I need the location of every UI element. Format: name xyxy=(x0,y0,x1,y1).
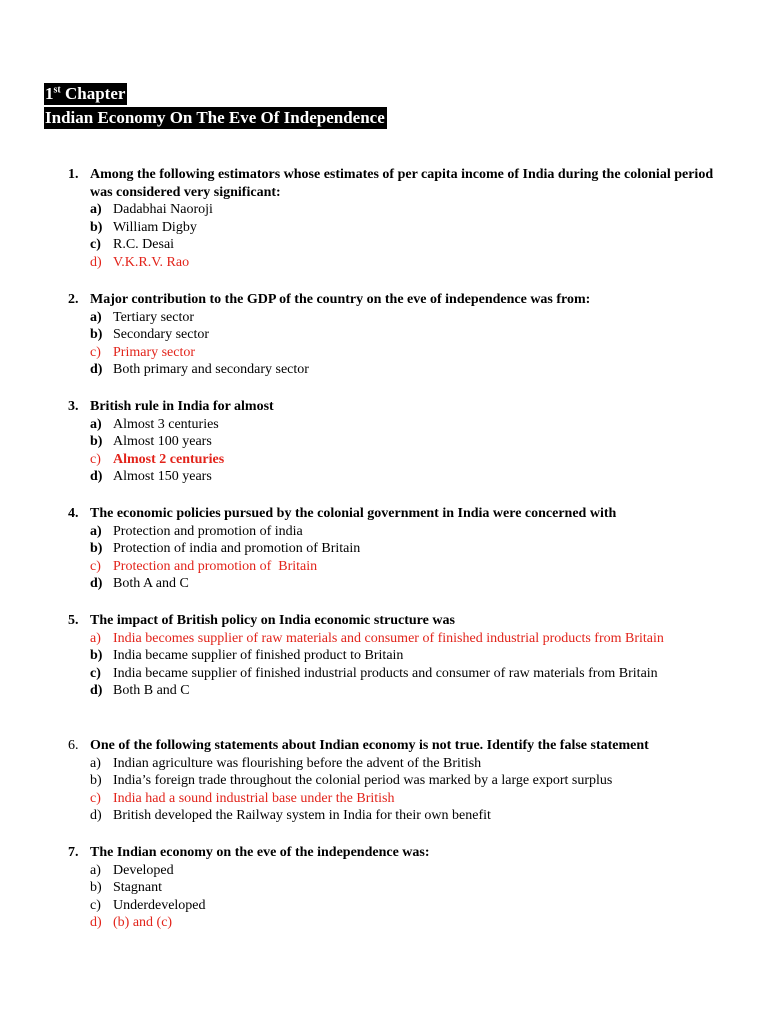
option-letter: a) xyxy=(90,523,102,539)
option-b xyxy=(68,540,728,558)
option-text: Primary sector xyxy=(113,344,196,360)
option-a xyxy=(68,309,728,327)
option-letter: d) xyxy=(90,576,103,591)
option-d xyxy=(68,361,728,379)
question-7 xyxy=(68,844,728,932)
option-letter: a) xyxy=(90,416,102,432)
question-number: 5. xyxy=(68,613,79,628)
option-d xyxy=(68,575,728,593)
option-text: India’s foreign trade throughout the colonial period was marked by a large export surplus xyxy=(113,773,613,788)
option-letter: a) xyxy=(90,862,101,878)
option-letter: d) xyxy=(90,915,102,930)
question-text: Among the following estimators whose estimates of per capita income of India during the colonial period was considered very significant: xyxy=(90,167,714,200)
option-c-correct-answer xyxy=(68,344,728,362)
question-text: One of the following statements about Indian economy is not true. Identify the false statement xyxy=(90,738,649,753)
option-text: British developed the Railway system in India for their own benefit xyxy=(113,808,491,823)
option-d-correct-answer xyxy=(68,914,728,932)
option-text: Indian agriculture was flourishing before the advent of the British xyxy=(113,755,482,771)
option-letter: d) xyxy=(90,362,103,377)
option-text: India had a sound industrial base under the British xyxy=(113,790,395,806)
question-number: 2. xyxy=(68,292,79,307)
question-text: The economic policies pursued by the colonial government in India were concerned with xyxy=(90,506,617,521)
option-a-correct-answer xyxy=(68,630,728,648)
option-letter: b) xyxy=(90,327,103,342)
option-text: Almost 150 years xyxy=(113,469,212,484)
chapter-number: 1 xyxy=(45,84,54,103)
option-b xyxy=(68,219,728,237)
option-letter: d) xyxy=(90,683,103,698)
question-number: 4. xyxy=(68,506,79,521)
option-text: Protection and promotion of india xyxy=(113,523,303,539)
question-1 xyxy=(68,166,728,271)
chapter-label xyxy=(44,83,127,105)
option-b xyxy=(68,879,728,897)
option-a xyxy=(68,523,728,541)
option-a xyxy=(68,862,728,880)
chapter-ordinal-suffix: st xyxy=(53,84,61,96)
option-text: Almost 100 years xyxy=(113,434,212,449)
option-d xyxy=(68,682,728,700)
option-letter: c) xyxy=(90,237,101,252)
page-title: Indian Economy On The Eve Of Independence xyxy=(45,108,385,127)
option-text: India became supplier of finished product to Britain xyxy=(113,648,404,663)
option-text: India becomes supplier of raw materials and consumer of finished industrial products from Britain xyxy=(113,630,664,646)
option-c-correct-answer xyxy=(68,790,728,808)
option-b xyxy=(68,647,728,665)
option-letter: d) xyxy=(90,469,103,484)
option-c-correct-answer xyxy=(68,558,728,576)
option-d xyxy=(68,468,728,486)
option-letter: c) xyxy=(90,344,101,360)
option-letter: c) xyxy=(90,451,101,467)
question-2 xyxy=(68,291,728,379)
option-text: R.C. Desai xyxy=(113,237,175,252)
question-5 xyxy=(68,612,728,700)
question-text: The impact of British policy on India economic structure was xyxy=(90,613,455,628)
option-text: Underdeveloped xyxy=(113,897,206,913)
question-number: 7. xyxy=(68,845,79,860)
option-text: Almost 2 centuries xyxy=(113,451,225,467)
option-a xyxy=(68,416,728,434)
option-letter: b) xyxy=(90,773,102,788)
option-letter: b) xyxy=(90,434,103,449)
option-letter: d) xyxy=(90,808,102,823)
question-6 xyxy=(68,737,728,825)
option-letter: d) xyxy=(90,254,102,270)
option-c xyxy=(68,897,728,915)
option-letter: b) xyxy=(90,541,103,556)
question-3 xyxy=(68,398,728,486)
option-text: William Digby xyxy=(113,219,197,235)
question-text: Major contribution to the GDP of the country on the eve of independence was from: xyxy=(90,292,591,307)
question-number: 1. xyxy=(68,167,79,182)
option-letter: a) xyxy=(90,755,101,771)
question-text: The Indian economy on the eve of the independence was: xyxy=(90,845,430,860)
option-letter: b) xyxy=(90,219,103,235)
option-text: Tertiary sector xyxy=(113,309,195,325)
option-c-correct-answer xyxy=(68,451,728,469)
option-text: Protection and promotion of Britain xyxy=(113,558,318,574)
option-text: Both A and C xyxy=(113,576,189,591)
option-d xyxy=(68,807,728,825)
option-letter: c) xyxy=(90,790,101,806)
option-text: Stagnant xyxy=(113,880,162,895)
option-text: V.K.R.V. Rao xyxy=(113,254,190,270)
option-d-correct-answer xyxy=(68,254,728,272)
option-letter: b) xyxy=(90,880,102,895)
option-a xyxy=(68,755,728,773)
option-letter: b) xyxy=(90,648,103,663)
option-text: India became supplier of finished industrial products and consumer of raw materials from Britain xyxy=(113,665,658,681)
chapter-heading xyxy=(44,82,387,130)
option-text: Both B and C xyxy=(113,683,190,698)
option-letter: c) xyxy=(90,897,101,913)
option-letter: a) xyxy=(90,202,102,217)
option-letter: a) xyxy=(90,309,102,325)
option-letter: c) xyxy=(90,665,101,681)
question-text: British rule in India for almost xyxy=(90,399,274,414)
option-b xyxy=(68,433,728,451)
question-4 xyxy=(68,505,728,593)
option-letter: c) xyxy=(90,558,101,574)
option-a xyxy=(68,201,728,219)
option-b xyxy=(68,326,728,344)
option-text: Dadabhai Naoroji xyxy=(113,202,213,217)
option-b xyxy=(68,772,728,790)
question-number: 3. xyxy=(68,399,79,414)
option-text: Protection of india and promotion of Britain xyxy=(113,541,361,556)
option-letter: a) xyxy=(90,630,101,646)
option-text: Secondary sector xyxy=(113,327,210,342)
option-text: Almost 3 centuries xyxy=(113,416,219,432)
option-c xyxy=(68,236,728,254)
question-number: 6. xyxy=(68,738,79,753)
chapter-word: Chapter xyxy=(60,84,126,103)
option-text: Both primary and secondary sector xyxy=(113,362,309,377)
option-c xyxy=(68,665,728,683)
option-text: Developed xyxy=(113,862,174,878)
option-text: (b) and (c) xyxy=(113,915,173,930)
